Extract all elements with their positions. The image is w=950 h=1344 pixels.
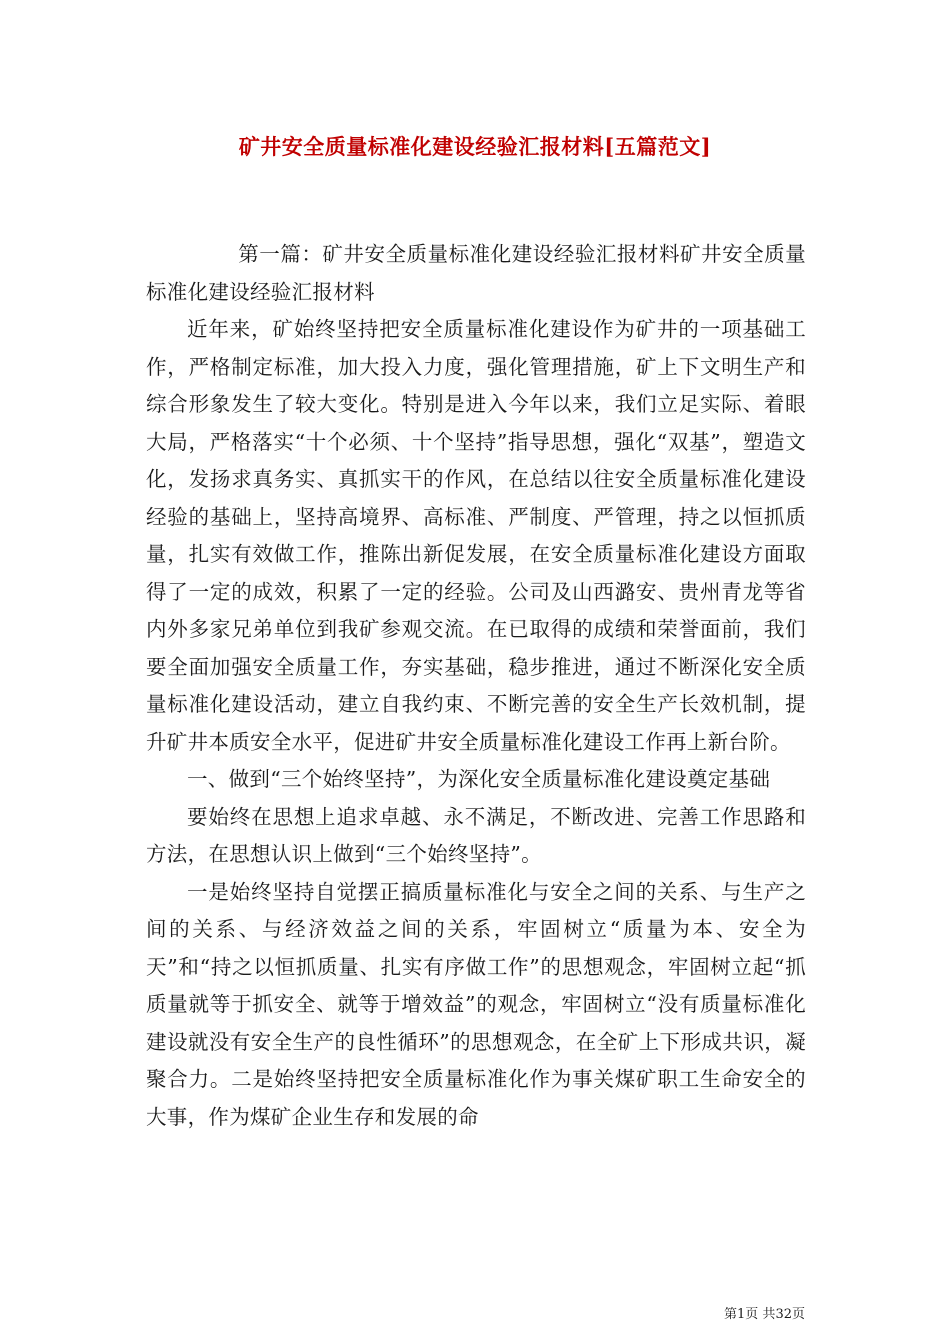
paragraph-section-one-intro: 要始终在思想上追求卓越、永不满足，不断改进、完善工作思路和方法，在思想认识上做到“三个始终坚持”。 xyxy=(146,804,806,866)
section-heading-one: 一、做到“三个始终坚持”，为深化安全质量标准化建设奠定基础 xyxy=(187,767,771,791)
paragraph-section-one-points: 一是始终坚持自觉摆正搞质量标准化与安全之间的关系、与生产之间的关系、与经济效益之间的关系，牢固树立“质量为本、安全为天”和“持之以恒抓质量、扎实有序做工作”的思想观念，牢固树立起“抓质量就等于抓安全、就等于增效益”的观念，牢固树立“没有质量标准化建设就没有安全生产的良性循环”的思想观念，在全矿上下形成共识，凝聚合力。二是始终坚持把安全质量标准化作为事关煤矿职工生命安全的大事，作为煤矿企业生存和发展的命 xyxy=(146,879,806,1129)
footer-page-number: 1 xyxy=(737,1307,746,1322)
paragraph-overview: 近年来，矿始终坚持把安全质量标准化建设作为矿井的一项基础工作，严格制定标准，加大投入力度，强化管理措施，矿上下文明生产和综合形象发生了较大变化。特别是进入今年以来，我们立足实际、着眼大局，严格落实“十个必须、十个坚持”指导思想，强化“双基”，塑造文化，发扬求真务实、真抓实干的作风，在总结以往安全质量标准化建设经验的基础上，坚持高境界、高标准、严制度、严管理，持之以恒抓质量，扎实有效做工作，推陈出新促发展，在安全质量标准化建设方面取得了一定的成效，积累了一定的经验。公司及山西潞安、贵州青龙等省内外多家兄弟单位到我矿参观交流。在已取得的成绩和荣誉面前，我们要全面加强安全质量工作，夯实基础，稳步推进，通过不断深化安全质量标准化建设活动，建立自我约束、不断完善的安全生产长效机制，提升矿井本质安全水平，促进矿井安全质量标准化建设工作再上新台阶。 xyxy=(146,317,806,754)
document-body xyxy=(146,236,806,1136)
footer-middle: 页 共 xyxy=(745,1307,776,1322)
footer-prefix: 第 xyxy=(724,1307,738,1322)
document-title: 矿井安全质量标准化建设经验汇报材料[五篇范文] xyxy=(238,134,712,159)
page-footer xyxy=(0,1303,805,1322)
footer-total-pages: 32 xyxy=(775,1307,792,1322)
paragraph-heading-intro: 第一篇：矿井安全质量标准化建设经验汇报材料矿井安全质量标准化建设经验汇报材料 xyxy=(146,242,806,304)
footer-suffix: 页 xyxy=(791,1307,805,1322)
